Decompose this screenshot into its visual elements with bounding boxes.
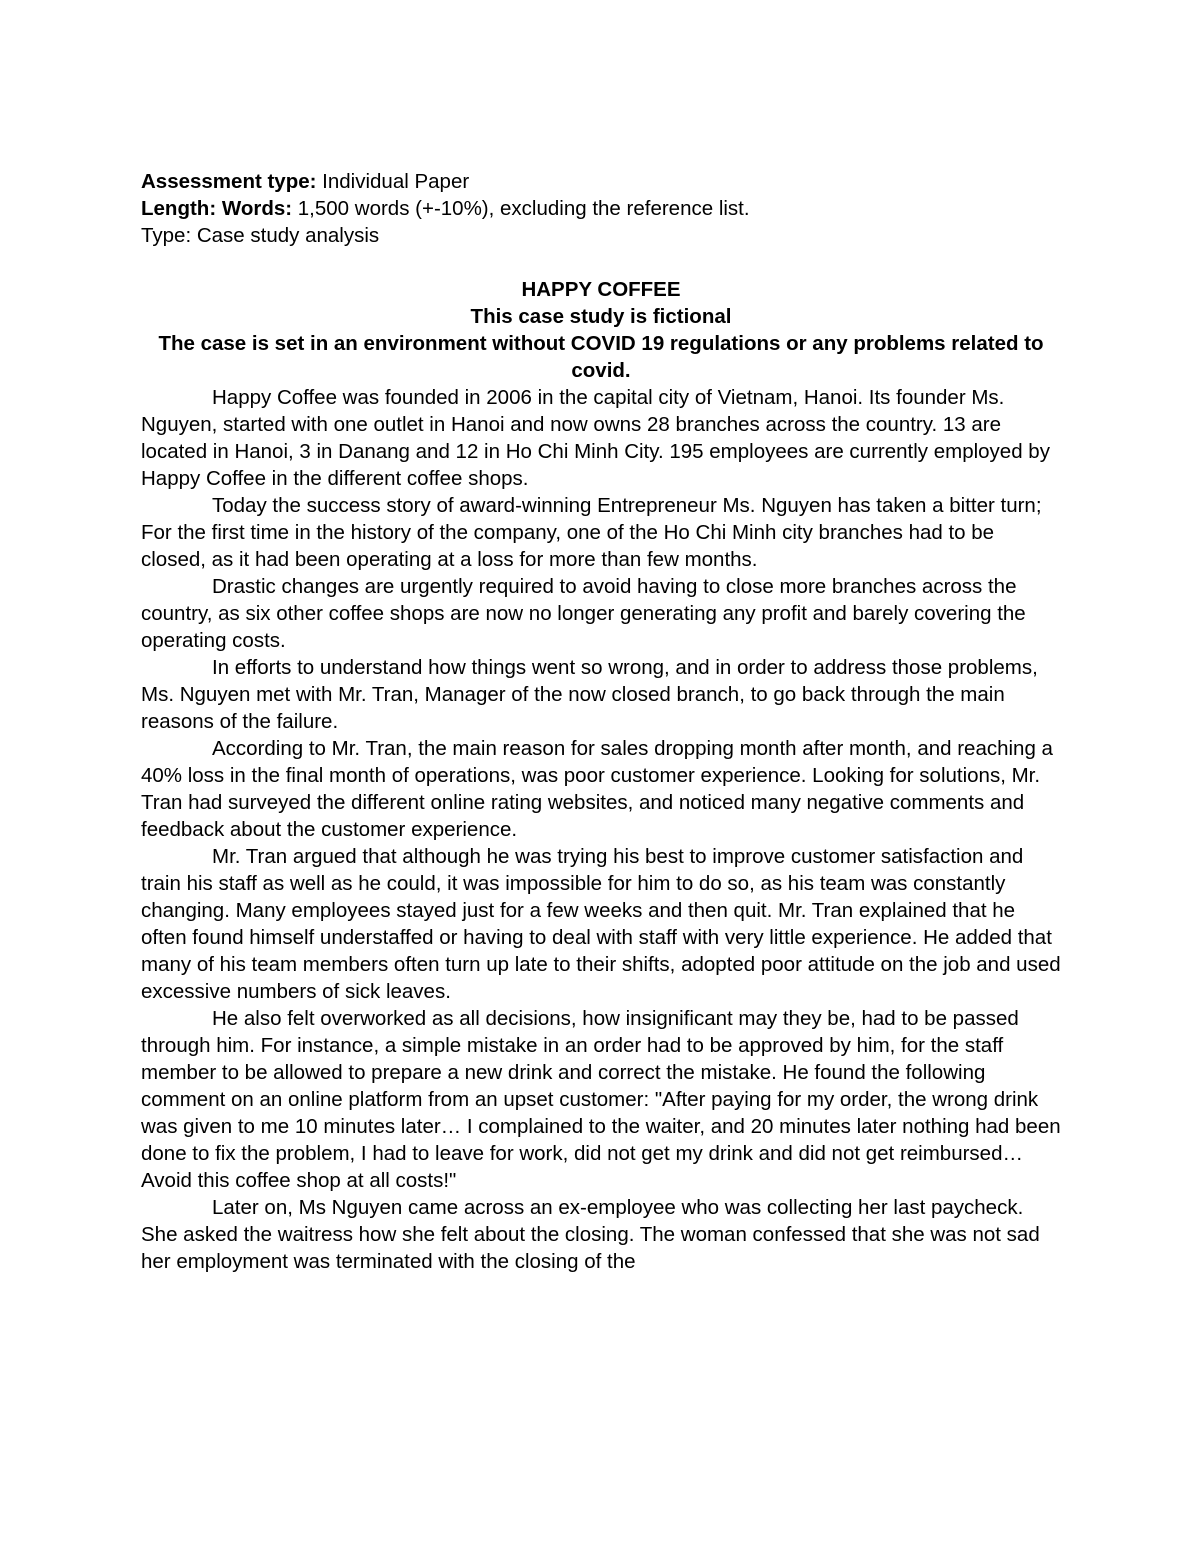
case-title: HAPPY COFFEE bbox=[521, 278, 681, 301]
paragraph: Happy Coffee was founded in 2006 in the capital city of Vietnam, Hanoi. Its founder Ms. Nguyen, started with one outlet in Hanoi and now owns 28 branches across the country. 13 are located in Hanoi, 3 in Danang and 12 in Ho Chi Minh City. 195 employees are currently employed by Happy Coffee in the different coffee shops. bbox=[141, 386, 1050, 490]
case-body bbox=[141, 384, 1061, 1275]
paragraph: Later on, Ms Nguyen came across an ex-employee who was collecting her last paycheck. She asked the waitress how she felt about the closing. The woman confessed that she was not sad her employment was terminated with the closing of the bbox=[141, 1196, 1040, 1273]
type-line: Type: Case study analysis bbox=[141, 224, 380, 247]
length-value: 1,500 words (+-10%), excluding the reference list. bbox=[292, 197, 750, 220]
paragraph: Today the success story of award-winning Entrepreneur Ms. Nguyen has taken a bitter turn; For the first time in the history of the company, one of the Ho Chi Minh city branches had to be closed, as it had been operating at a loss for more than few months. bbox=[141, 494, 1042, 571]
paragraph: Mr. Tran argued that although he was trying his best to improve customer satisfaction and train his staff as well as he could, it was impossible for him to do so, as his team was constantly changing. Many employees stayed just for a few weeks and then quit. Mr. Tran explained that he often found himself understaffed or having to deal with staff with very little experience. He added that many of his team members often turn up late to their shifts, adopted poor attitude on the job and used excessive numbers of sick leaves. bbox=[141, 845, 1061, 1003]
document-page bbox=[141, 168, 1061, 1275]
case-setting-note: The case is set in an environment without COVID 19 regulations or any problems related to covid. bbox=[158, 332, 1044, 382]
paragraph: Drastic changes are urgently required to avoid having to close more branches across the country, as six other coffee shops are now no longer generating any profit and barely covering the operating costs. bbox=[141, 575, 1026, 652]
paragraph: In efforts to understand how things went so wrong, and in order to address those problems, Ms. Nguyen met with Mr. Tran, Manager of the now closed branch, to go back through the main reasons of the failure. bbox=[141, 656, 1038, 733]
length-label: Length: Words: bbox=[141, 197, 293, 220]
assessment-type-label: Assessment type: bbox=[141, 170, 317, 193]
case-subtitle: This case study is fictional bbox=[470, 305, 732, 328]
assessment-type-line bbox=[141, 168, 1061, 195]
paragraph: He also felt overworked as all decisions, how insignificant may they be, had to be passed through him. For instance, a simple mistake in an order had to be approved by him, for the staff member to be allowed to prepare a new drink and correct the mistake. He found the following comment on an online platform from an upset customer: "After paying for my order, the wrong drink was given to me 10 minutes later… I complained to the waiter, and 20 minutes later nothing had been done to fix the problem, I had to leave for work, did not get my drink and did not get reimbursed… Avoid this coffee shop at all costs!" bbox=[141, 1007, 1061, 1192]
paragraph: According to Mr. Tran, the main reason for sales dropping month after month, and reaching a 40% loss in the final month of operations, was poor customer experience. Looking for solutions, Mr. Tran had surveyed the different online rating websites, and noticed many negative comments and feedback about the customer experience. bbox=[141, 737, 1053, 841]
title-block bbox=[141, 276, 1061, 384]
assessment-type-value: Individual Paper bbox=[316, 170, 470, 193]
length-line bbox=[141, 195, 1061, 222]
